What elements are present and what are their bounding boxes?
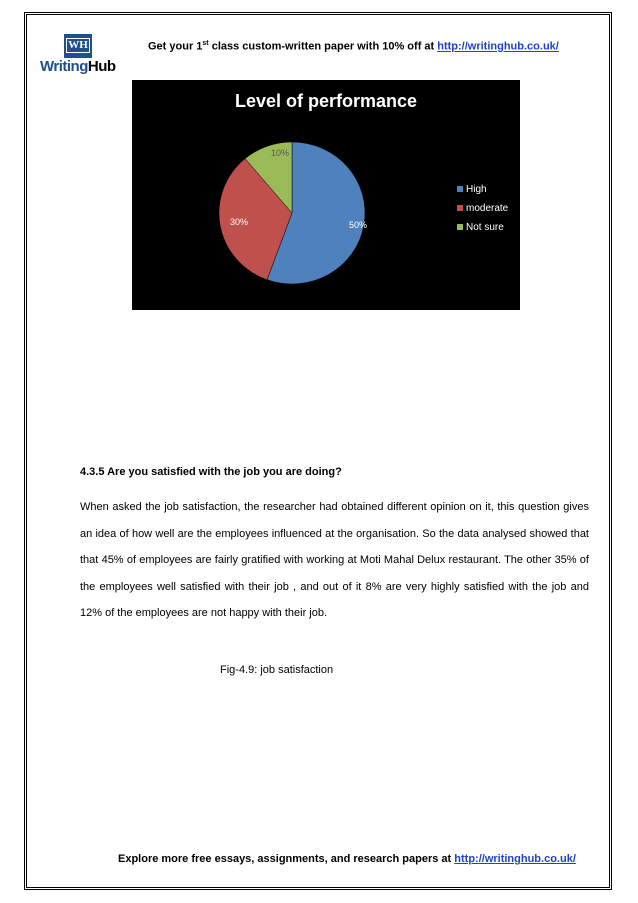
header-prefix: Get your 1 xyxy=(148,40,203,53)
legend-swatch xyxy=(457,186,463,192)
logo-emblem-icon: WH xyxy=(64,34,92,58)
header-superscript: st xyxy=(202,40,209,47)
pie-slice-label: 50% xyxy=(349,220,368,230)
header-link[interactable]: http://writinghub.co.uk/ xyxy=(437,40,559,53)
legend-label: moderate xyxy=(466,203,509,214)
footer-text: Explore more free essays, assignments, and research papers at xyxy=(118,853,455,865)
chart-title: Level of performance xyxy=(234,91,418,111)
logo-wordmark xyxy=(40,58,116,75)
chart-legend xyxy=(457,184,509,233)
logo-word-hub: Hub xyxy=(87,58,116,75)
pie-slice-label: 30% xyxy=(230,217,249,227)
section-heading: 4.3.5 Are you satisfied with the job you are doing? xyxy=(80,466,342,478)
footer-link[interactable]: http://writinghub.co.uk/ xyxy=(454,853,576,865)
logo-word-writing: Writing xyxy=(40,58,88,75)
pie-slice-label: 10% xyxy=(271,148,290,158)
pie-chart-svg xyxy=(132,80,520,310)
legend-label: Not sure xyxy=(466,222,504,233)
legend-swatch xyxy=(457,205,463,211)
writinghub-logo[interactable] xyxy=(38,30,118,76)
legend-label: High xyxy=(466,184,487,195)
page-header xyxy=(148,40,559,53)
header-middle: class custom-written paper with 10% off at xyxy=(208,40,438,53)
legend-swatch xyxy=(457,224,463,230)
figure-caption: Fig-4.9: job satisfaction xyxy=(220,664,334,676)
page-footer xyxy=(118,853,576,865)
performance-pie-chart xyxy=(132,80,520,310)
section-paragraph: When asked the job satisfaction, the researcher had obtained different opinion on it, this question gives an idea of how well are the employees influenced at the organisation. So the data analysed showed that that 45% of employees are fairly gratified with working at Moti Mahal Delux restaurant. The other 35% of the employees well satisfied with their job , and out of it 8% are very highly satisfied with the job and 12% of the employees are not happy with their job. xyxy=(80,501,589,619)
